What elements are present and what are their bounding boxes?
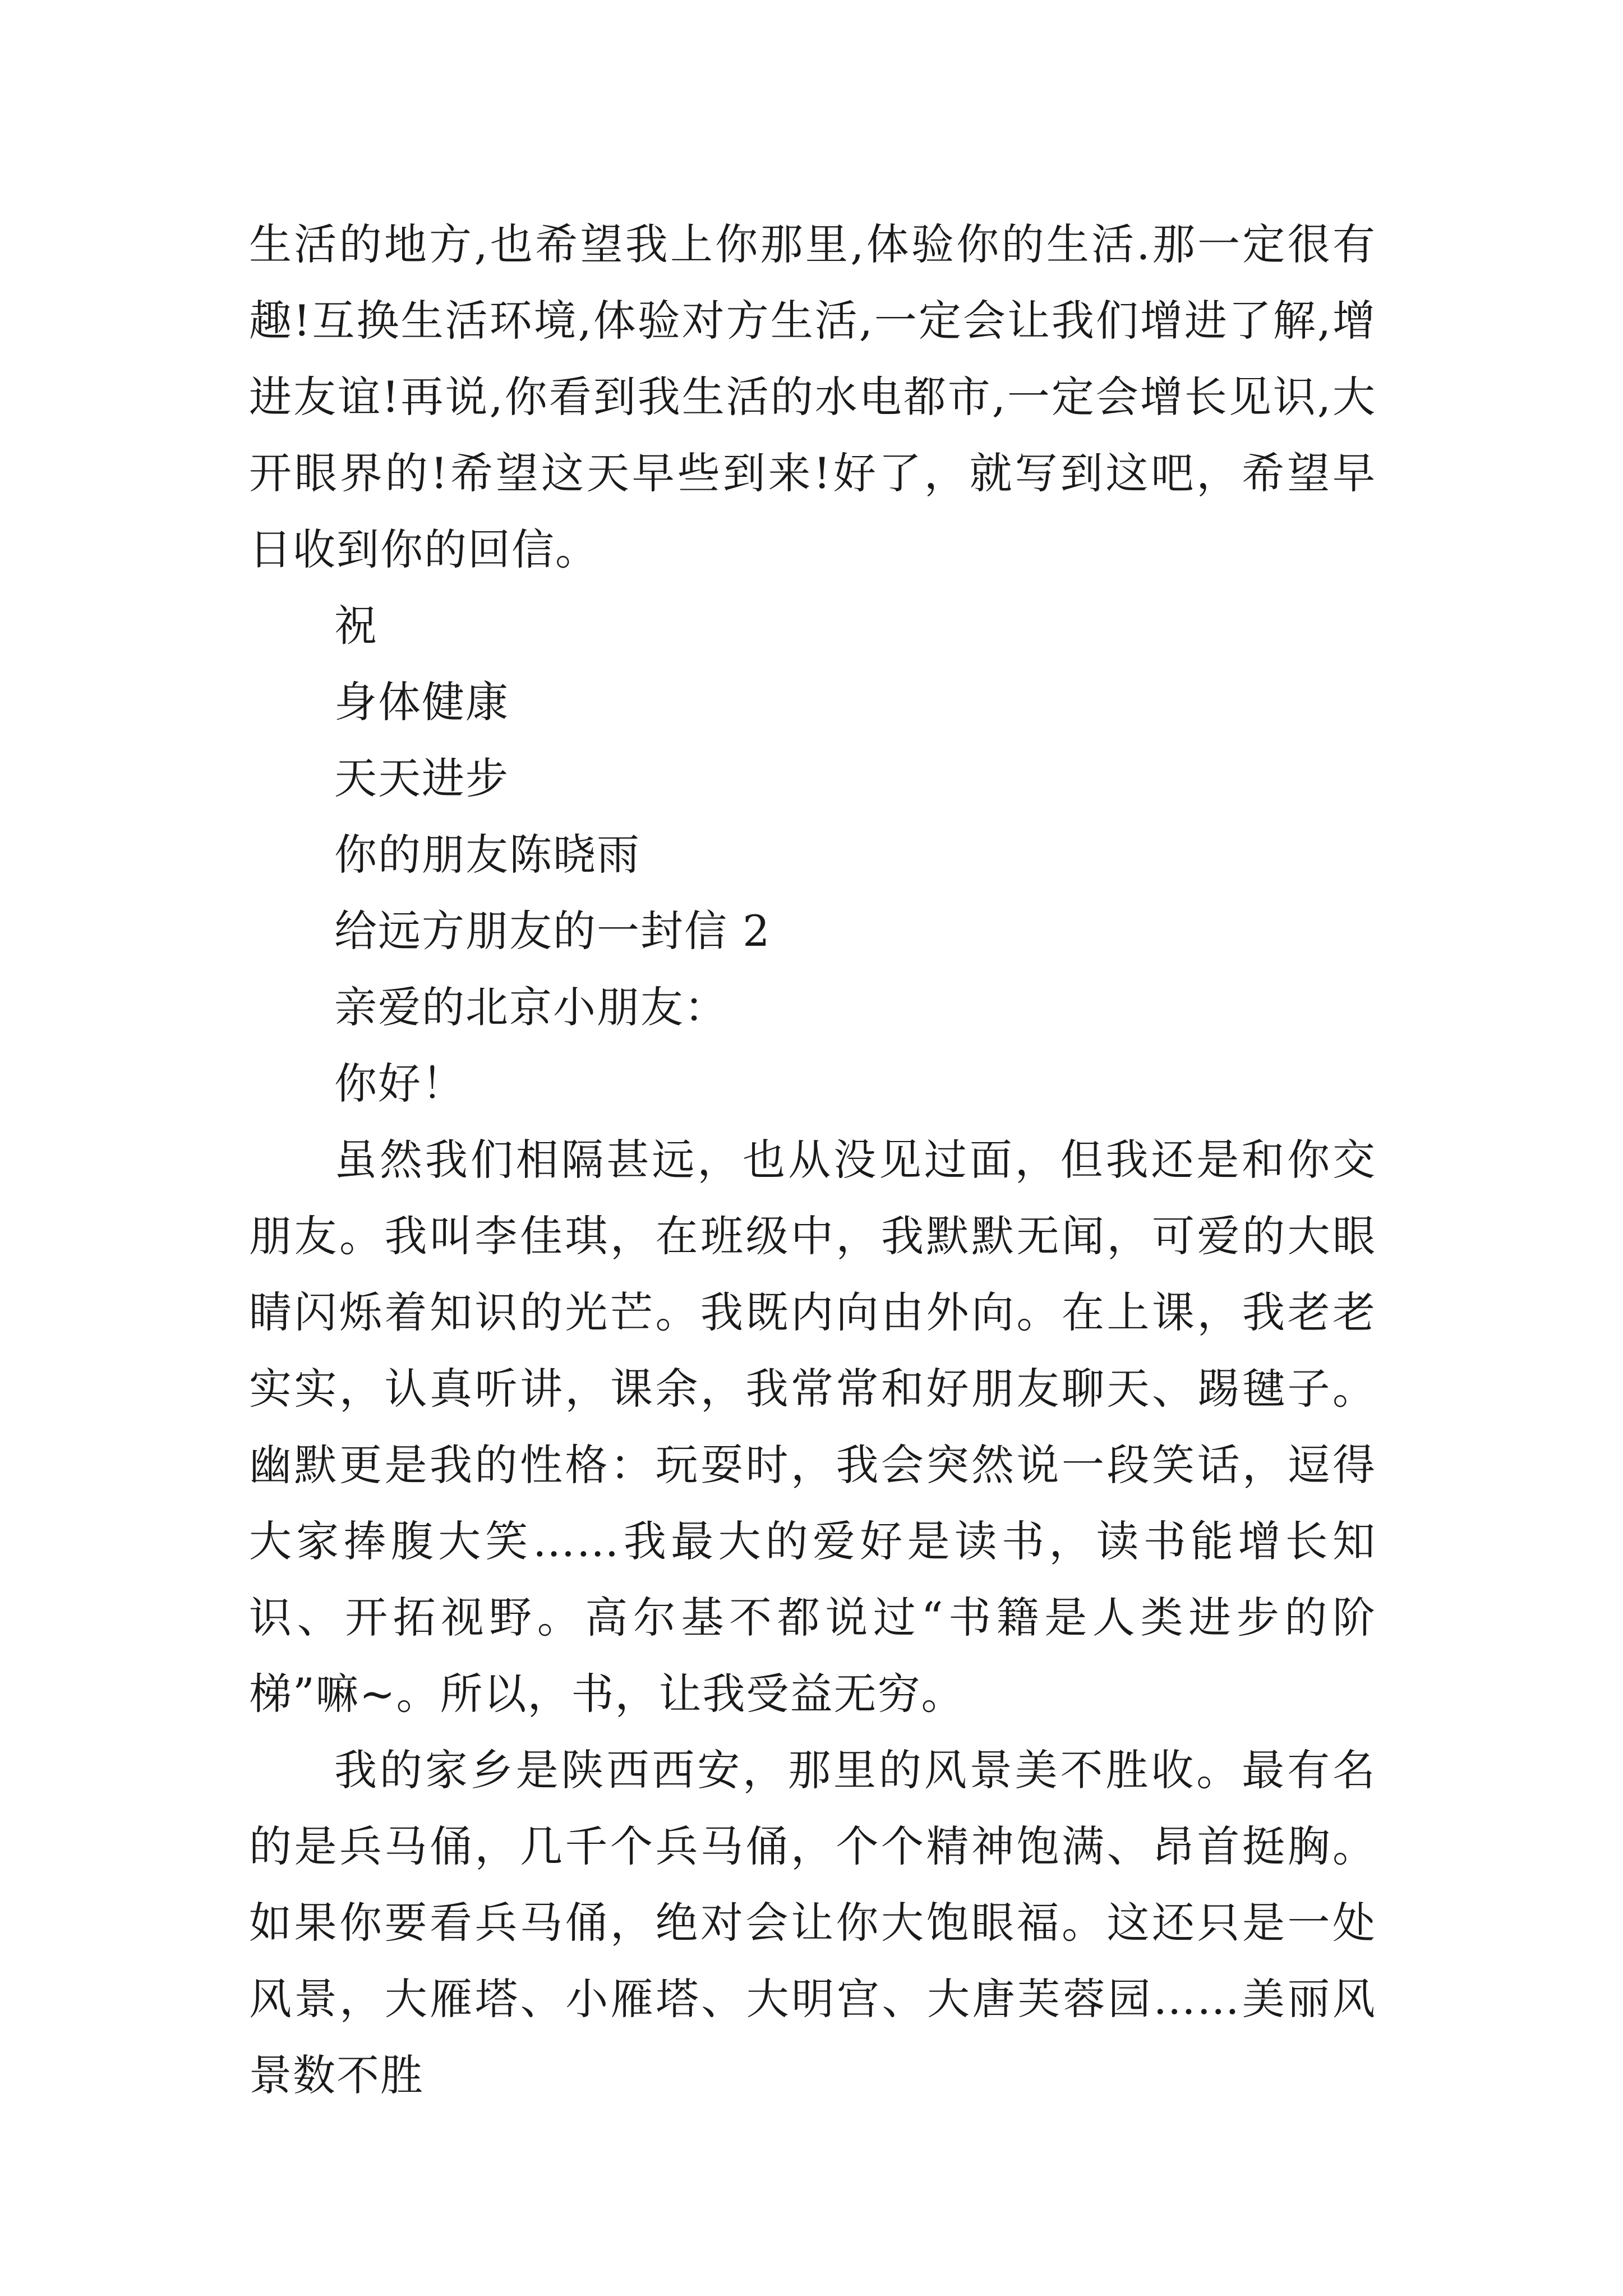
paragraph-introduction: 虽然我们相隔甚远，也从没见过面，但我还是和你交朋友。我叫李佳琪，在班级中，我默默无闻，可爱的大眼睛闪烁着知识的光芒。我既内向由外向。在上课，我老老实实，认真听讲，课余，我常常和好朋友聊天、踢毽子。幽默更是我的性格：玩耍时，我会突然说一段笑话，逗得大家捧腹大笑……我最大的爱好是读书，读书能增长知识、开拓视野。高尔基不都说过“书籍是人类进步的阶梯”嘛~。所以，书，让我受益无穷。 <box>249 1135 1376 1719</box>
salutation-line: 亲爱的北京小朋友： <box>334 982 728 1032</box>
wish-line-health: 身体健康 <box>334 677 509 727</box>
wish-line-progress: 天天进步 <box>334 753 509 803</box>
paragraph-continuation: 生活的地方,也希望我上你那里,体验你的生活.那一定很有趣!互换生活环境,体验对方生活,一定会让我们增进了解,增进友谊!再说,你看到我生活的水电都市,一定会增长见识,大开眼界的!希望这天早些到来!好了，就写到这吧，希望早日收到你的回信。 <box>249 219 1376 574</box>
signature-line: 你的朋友陈晓雨 <box>334 830 640 880</box>
letter-title: 给远方朋友的一封信 2 <box>334 906 771 956</box>
closing-line: 祝 <box>334 601 378 651</box>
letter-body <box>249 206 1376 2114</box>
greeting-line: 你好！ <box>334 1059 465 1108</box>
paragraph-hometown: 我的家乡是陕西西安，那里的风景美不胜收。最有名的是兵马俑，几千个兵马俑，个个精神饱满、昂首挺胸。如果你要看兵马俑，绝对会让你大饱眼福。这还只是一处风景，大雁塔、小雁塔、大明宫、大唐芙蓉园……美丽风景数不胜 <box>249 1745 1376 2100</box>
